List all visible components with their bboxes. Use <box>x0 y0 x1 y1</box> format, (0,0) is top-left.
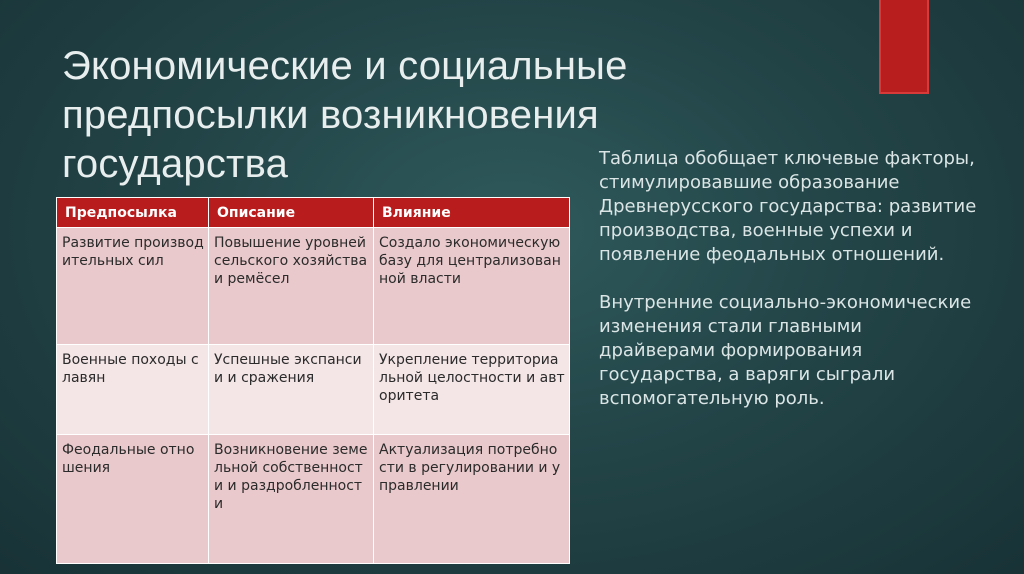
prerequisites-table <box>56 197 570 564</box>
title-line: государства <box>62 142 289 186</box>
table-row <box>57 345 570 435</box>
header-impact: Влияние <box>374 198 570 228</box>
title-line: предпосылки возникновения <box>62 93 599 137</box>
table-header-row <box>57 198 570 228</box>
header-description: Описание <box>209 198 374 228</box>
table-row <box>57 228 570 345</box>
table-cell: Феодальные отношения <box>57 435 209 564</box>
side-paragraph-1: Таблица обобщает ключевые факторы, стимулировавшие образование Древнерусского государства: развитие производства, военные успехи и появление феодальных отношений. <box>599 148 977 265</box>
table-cell: Актуализация потребности в регулировании и управлении <box>374 435 570 564</box>
table-row <box>57 435 570 564</box>
side-text <box>599 147 979 435</box>
title-line: Экономические и социальные <box>62 44 628 88</box>
table-cell: Укрепление территориальной целостности и авторитета <box>374 345 570 435</box>
accent-bar <box>879 0 929 94</box>
table-cell: Создало экономическую базу для централизованной власти <box>374 228 570 345</box>
table-cell: Развитие производительных сил <box>57 228 209 345</box>
table-cell: Возникновение земельной собственности и раздробленности <box>209 435 374 564</box>
header-prerequisite: Предпосылка <box>57 198 209 228</box>
side-paragraph-2: Внутренние социально-экономические изменения стали главными драйверами формирования государства, а варяги сыграли вспомогательную роль. <box>599 292 972 409</box>
table-cell: Военные походы славян <box>57 345 209 435</box>
table-cell: Успешные экспансии и сражения <box>209 345 374 435</box>
table-cell: Повышение уровней сельского хозяйства и ремёсел <box>209 228 374 345</box>
